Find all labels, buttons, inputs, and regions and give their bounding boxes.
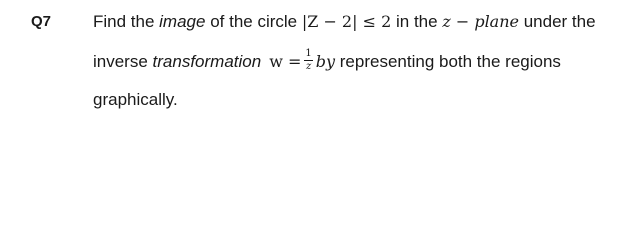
fraction-one-over-z <box>304 49 312 72</box>
question-line-2 <box>93 48 561 74</box>
question-line-3 <box>93 89 178 111</box>
text-by: by <box>315 52 336 71</box>
w-equals: w = <box>269 52 302 71</box>
text-segment: under the <box>519 12 596 31</box>
text-segment: Find the <box>93 12 160 31</box>
text-italic-image: image <box>159 12 206 31</box>
fraction-numerator: 1 <box>305 48 312 60</box>
question-number: Q7 <box>31 13 52 30</box>
text-segment: in the <box>391 12 443 31</box>
text-segment: inverse <box>93 52 153 71</box>
fraction-denominator: z <box>305 61 312 73</box>
circle-equation: |Z − 2| ≤ 2 <box>301 12 392 31</box>
text-italic-transformation: transformation <box>152 52 262 71</box>
z-plane-expression: z − plane <box>442 12 519 31</box>
question-line-1 <box>93 11 596 33</box>
text-segment: of the circle <box>205 12 302 31</box>
text-segment: representing both the regions <box>335 52 561 71</box>
text-segment: graphically. <box>93 90 178 109</box>
